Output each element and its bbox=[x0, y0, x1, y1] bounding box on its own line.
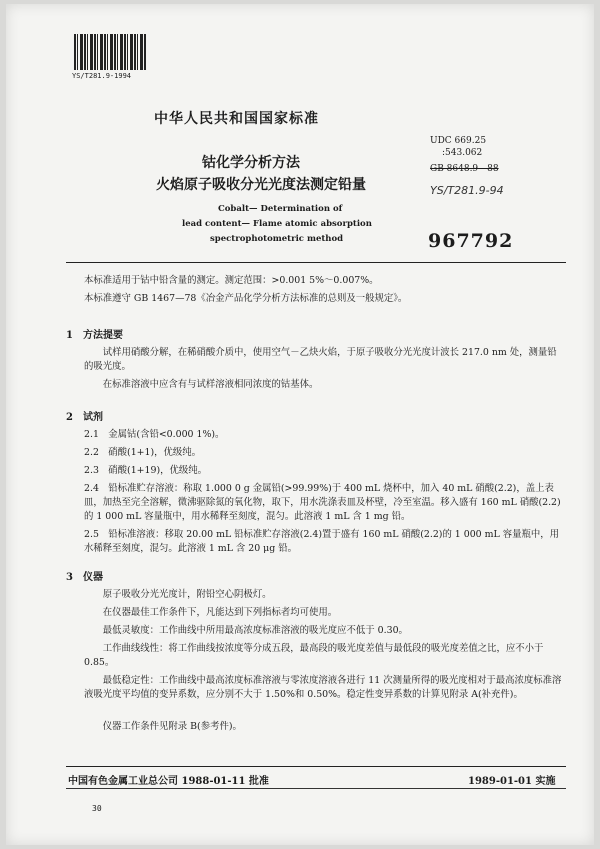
udc-line2: :543.062 bbox=[442, 148, 483, 158]
title-cn-line1: 钴化学分析方法 bbox=[202, 155, 300, 171]
section3-p1: 原子吸收分光光度计，附铅空心阴极灯。 bbox=[102, 589, 272, 600]
approval-info: 中国有色金属工业总公司 1988-01-11 批准 bbox=[68, 776, 269, 787]
footer-divider bbox=[66, 766, 566, 767]
section1-p1: 试样用硝酸分解，在稀硝酸介质中，使用空气－乙炔火焰，于原子吸收分光光度计波长 217.0 nm 处，测量铅的吸光度。 bbox=[84, 347, 557, 372]
intro-line2: 本标准遵守 GB 1467—78《冶金产品化学分析方法标准的总则及一般规定》。 bbox=[84, 293, 408, 304]
national-standard-heading: 中华人民共和国国家标准 bbox=[154, 111, 319, 127]
section3-p2: 在仪器最佳工作条件下，凡能达到下列指标者均可使用。 bbox=[102, 607, 338, 618]
reagent-2-4: 2.4 铅标准贮存溶液：称取 1.000 0 g 金属铅(>99.99%)于 400 mL 烧杯中，加入 40 mL 硝酸(2.2)，盖上表皿，加热至完全溶解，微沸驱除氮的氧化物，取下，用水洗涤表皿及杯壁，冷至室温。移入盛有 160 mL 硝酸(2.2)的 1 000 mL 容量瓶中，用水稀释至刻度，混匀。此溶液 1 mL 含 1 mg 铅。 bbox=[84, 483, 561, 522]
barcode bbox=[74, 34, 146, 70]
section2-heading: 2 试剂 bbox=[66, 412, 103, 423]
reagent-2-5: 2.5 铅标准溶液：移取 20.00 mL 铅标准贮存溶液(2.4)置于盛有 160 mL 硝酸(2.2)的 1 000 mL 容量瓶中，用水稀释至刻度，混匀。此溶液 1 mL 含 20 μg 铅。 bbox=[84, 529, 559, 554]
implementation-date: 1989-01-01 实施 bbox=[468, 776, 556, 787]
reagent-2-2: 2.2 硝酸(1+1)，优级纯。 bbox=[84, 447, 202, 458]
title-en-line3: spectrophotometric method bbox=[210, 234, 344, 244]
header-divider bbox=[66, 262, 566, 263]
page-number: 30 bbox=[92, 804, 102, 813]
document-number: 967792 bbox=[428, 230, 514, 252]
title-en-line2: lead content— Flame atomic absorption bbox=[182, 219, 372, 229]
intro-line1: 本标准适用于钴中铅含量的测定。测定范围：>0.001 5%～0.007%。 bbox=[84, 275, 379, 286]
title-en-line1: Cobalt— Determination of bbox=[218, 204, 343, 214]
barcode-label: YS/T281.9-1994 bbox=[72, 72, 132, 80]
udc-line1: UDC 669.25 bbox=[430, 136, 487, 146]
section3-p5: 最低稳定性：工作曲线中最高浓度标准溶液与零浓度溶液各进行 11 次测量所得的吸光度相对于最高浓度标准溶液吸光度平均值的变异系数，应分别不大于 1.50%和 0.50%。稳定性变异系数的计算见附录 A(补充件)。 bbox=[84, 675, 562, 700]
reagent-2-3: 2.3 硝酸(1+19)，优级纯。 bbox=[84, 465, 207, 476]
title-cn-line2: 火焰原子吸收分光光度法测定铅量 bbox=[156, 177, 366, 193]
footer-bottom-rule bbox=[66, 788, 566, 789]
old-standard-code: GB 8648.9—88 bbox=[430, 164, 499, 174]
handwritten-code: YS/T281.9-94 bbox=[430, 184, 504, 197]
reagent-2-1: 2.1 金属钴(含铅<0.000 1%)。 bbox=[84, 429, 225, 440]
section3-p3: 最低灵敏度：工作曲线中所用最高浓度标准溶液的吸光度应不低于 0.30。 bbox=[102, 625, 408, 636]
section3-p4: 工作曲线线性：将工作曲线按浓度等分成五段，最高段的吸光度差值与最低段的吸光度差值之比，应不小于 0.85。 bbox=[84, 643, 544, 668]
section1-p2: 在标准溶液中应含有与试样溶液相同浓度的钴基体。 bbox=[102, 379, 319, 390]
section1-heading: 1 方法提要 bbox=[66, 330, 123, 341]
section3-p6: 仪器工作条件见附录 B(参考件)。 bbox=[102, 721, 242, 732]
section3-heading: 3 仪器 bbox=[66, 572, 103, 583]
document-page bbox=[6, 4, 594, 845]
